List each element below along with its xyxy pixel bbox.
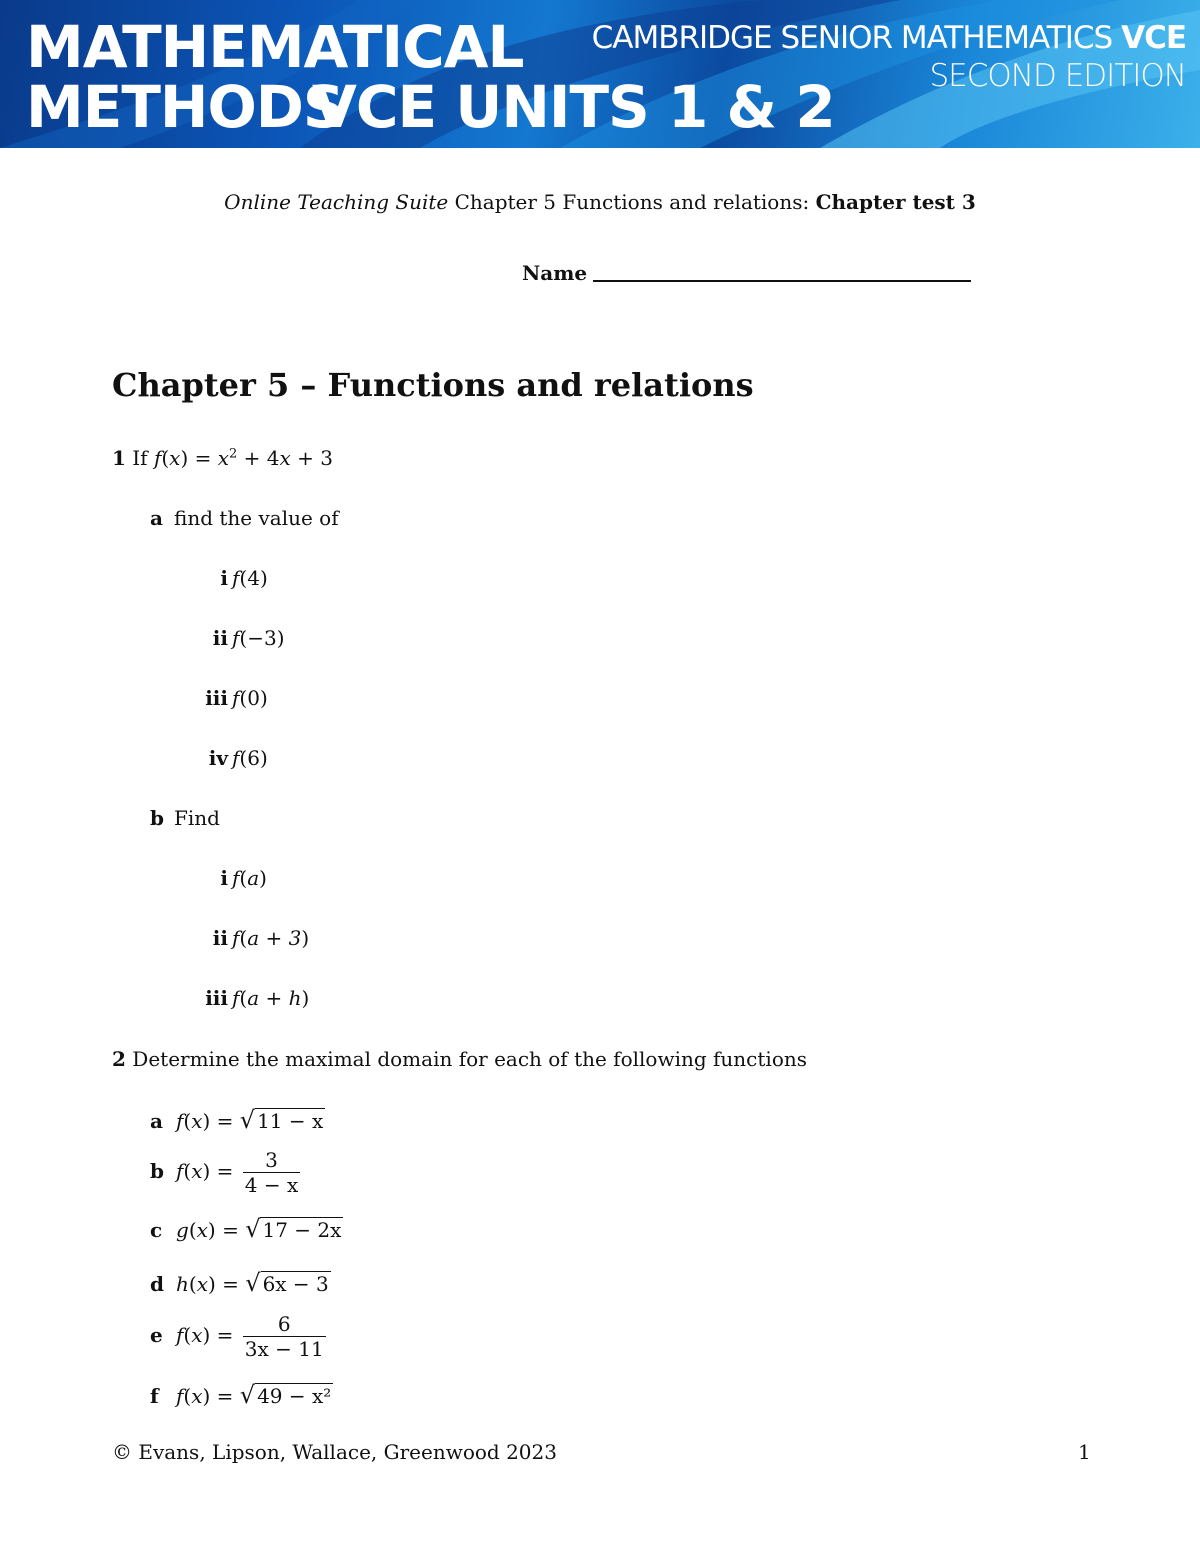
sub-part-label: i xyxy=(220,866,228,890)
question-1a-iii: iii f(0) xyxy=(196,686,268,710)
question-1a-i: i f(4) xyxy=(196,566,268,590)
question-2 xyxy=(112,1047,807,1071)
question-number: 1 xyxy=(112,446,126,470)
part-label: d xyxy=(150,1272,164,1296)
sub-part-label: i xyxy=(220,566,228,590)
square-root: √ 11 − x xyxy=(239,1106,324,1134)
name-field xyxy=(522,260,971,285)
numerator: 3 xyxy=(265,1148,278,1172)
sub-part-arg: 0 xyxy=(247,686,260,710)
question-2a: a f(x) = √ 11 − x xyxy=(150,1106,324,1134)
question-1a-ii: ii f(−3) xyxy=(196,626,285,650)
sub-part-label: iii xyxy=(205,686,228,710)
sub-part-arg: a + 3 xyxy=(247,926,302,950)
denominator: 4 − x xyxy=(244,1173,299,1197)
sub-part-arg: a xyxy=(247,866,260,890)
header-banner xyxy=(0,0,1200,148)
question-1a-iv: iv f(6) xyxy=(196,746,268,770)
part-label: b xyxy=(150,1159,164,1183)
radicand: 6x − 3 xyxy=(262,1272,329,1296)
part-label: a xyxy=(150,1109,163,1133)
part-label: a xyxy=(150,506,163,530)
series-name: CAMBRIDGE SENIOR MATHEMATICS VCE xyxy=(591,20,1186,56)
name-blank-line xyxy=(593,260,971,282)
part-text: Find xyxy=(174,806,220,830)
square-root: √ 49 − x² xyxy=(239,1381,332,1409)
banner-title-methods: METHODS xyxy=(26,73,344,141)
fraction xyxy=(243,1148,300,1197)
question-number: 2 xyxy=(112,1047,126,1071)
radicand: 11 − x xyxy=(257,1109,324,1133)
part-label: f xyxy=(150,1384,159,1408)
question-stem-prefix: If xyxy=(132,446,148,470)
question-1: 1 If $f(x) = x^2 + 4x + 3$ xyxy=(112,446,333,470)
copyright-notice: © Evans, Lipson, Wallace, Greenwood 2023 xyxy=(112,1440,557,1464)
question-2e: e f(x) = $\frac{6}{3x - 11}$ xyxy=(150,1312,324,1361)
question-text: Determine the maximal domain for each of the following functions xyxy=(132,1047,807,1071)
function-definition: f xyxy=(153,446,162,470)
question-1b xyxy=(150,806,220,830)
denominator: 3x − 11 xyxy=(244,1337,324,1361)
name-label: Name xyxy=(522,261,588,285)
part-label: e xyxy=(150,1323,163,1347)
question-1b-iii: iii f(a + h) xyxy=(196,986,309,1010)
part-label: b xyxy=(150,806,164,830)
fraction xyxy=(243,1312,326,1361)
sub-part-arg: a + h xyxy=(247,986,302,1010)
question-2b: b f(x) = $\frac{3}{4 - x}$ xyxy=(150,1148,299,1197)
sub-part-arg: 4 xyxy=(247,566,260,590)
sub-part-label: iv xyxy=(208,746,228,770)
sub-part-arg: 6 xyxy=(247,746,260,770)
sub-part-label: ii xyxy=(212,926,228,950)
radicand: 17 − 2x xyxy=(262,1218,342,1242)
test-name: Chapter test 3 xyxy=(815,190,976,214)
part-text: find the value of xyxy=(174,506,339,530)
page-number: 1 xyxy=(1078,1440,1091,1464)
part-label: c xyxy=(150,1218,163,1242)
sub-part-label: ii xyxy=(212,626,228,650)
question-2c: c g(x) = √ 17 − 2x xyxy=(150,1215,342,1243)
suite-name: Online Teaching Suite xyxy=(224,190,449,214)
square-root: √ 6x − 3 xyxy=(245,1269,329,1297)
question-2d: d h(x) = √ 6x − 3 xyxy=(150,1269,329,1297)
edition-label: SECOND EDITION xyxy=(929,58,1186,94)
chapter-title: Chapter 5 – Functions and relations xyxy=(112,366,754,404)
chapter-text: Chapter 5 Functions and relations: xyxy=(454,190,810,214)
numerator: 6 xyxy=(277,1312,291,1336)
sub-part-label: iii xyxy=(205,986,228,1010)
radicand: 49 − x² xyxy=(257,1384,332,1408)
banner-title-line1: MATHEMATICAL xyxy=(26,13,524,81)
question-1a xyxy=(150,506,339,530)
question-1b-i: i f(a) xyxy=(196,866,267,890)
square-root: √ 17 − 2x xyxy=(245,1215,342,1243)
question-2f: f f(x) = √ 49 − x² xyxy=(150,1381,332,1409)
document-subtitle xyxy=(0,190,1200,214)
banner-title-units: VCE UNITS 1 & 2 xyxy=(312,73,835,141)
sub-part-arg: −3 xyxy=(247,626,277,650)
question-1b-ii: ii f(a + 3) xyxy=(196,926,309,950)
